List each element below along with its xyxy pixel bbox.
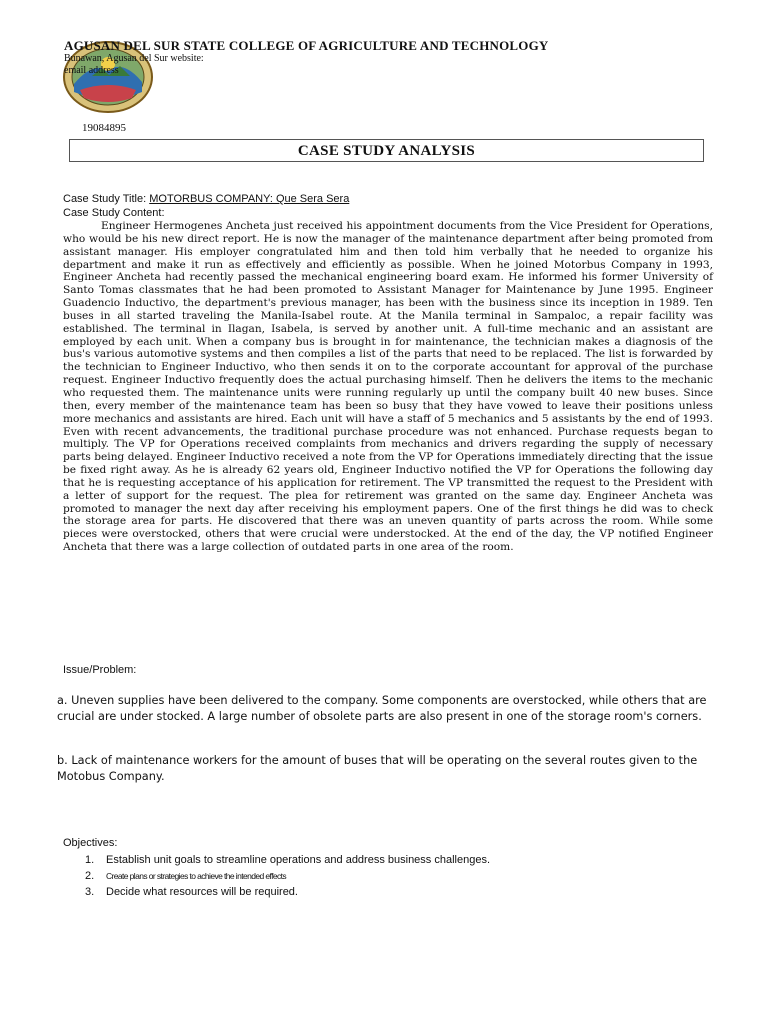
college-email: email address <box>64 65 119 76</box>
student-id-number: 19084895 <box>82 122 126 134</box>
case-study-content-label: Case Study Content: <box>63 207 165 219</box>
objective-text: Decide what resources will be required. <box>106 886 298 898</box>
objectives-label: Objectives: <box>63 837 118 849</box>
case-study-content <box>63 220 713 554</box>
issue-label: Issue/Problem: <box>63 664 137 676</box>
case-study-title-label: Case Study Title: <box>63 193 147 205</box>
case-study-paragraph: Engineer Hermogenes Ancheta just received his appointment documents from the Vice President for Operations, who would be his new direct report. He is now the manager of the maintenance department after being promoted from assistant manager. His employer congratulated him and then told him verbally that he needed to organize his department and make it run as effectively and efficiently as possible. When he joined Motorbus Company in 1993, Engineer Ancheta had recently passed the mechanical engineering board exam. He informed his former University of Santo Tomas classmates that he had been promoted to Assistant Manager for Maintenance by June 1995. Engineer Guadencio Inductivo, the department's previous manager, has been with the business since its inception in 1989. Ten buses in all started traveling the Manila-Isabel route. At the Manila terminal in Sampaloc, a repair facility was established. The terminal in Ilagan, Isabela, is served by another unit. A full-time mechanic and an assistant are employed by each unit. When a company bus is brought in for maintenance, the technician makes a diagnosis of the bus's various automotive systems and then compiles a list of the parts that need to be replaced. The list is forwarded by the technician to Engineer Inductivo, who then sends it on to the corporate accountant for approval of the purchase request. Engineer Inductivo frequently does the actual purchasing himself. Then he delivers the items to the mechanic who requested them. The maintenance units were running regularly up until the company built 40 new buses. Since then, every member of the maintenance team has been so busy that they have vowed to leave their positions unless more mechanics and assistants are hired. Each unit will have a staff of 5 mechanics and 5 assistants by the end of 1993. Even with recent advancements, the traditional purchase procedure was not enhanced. Purchase requests began to multiply. The VP for Operations received complaints from mechanics and drivers regarding the supply of necessary parts being delayed. Engineer Inductivo received a note from the VP for Operations immediately directing that the issue be fixed right away. As he is already 62 years old, Engineer Inductivo notified the VP for Operations the following day that he is requesting acceptance of his application for retirement. The VP transmitted the request to the President with a letter of support for the request. The plea for retirement was granted on the same day. Engineer Ancheta was promoted to manager the next day after receiving his employment papers. One of the first things he did was to check the storage area for parts. He discovered that there was an uneven quantity of parts across the room. While some pieces were overstocked, others that were crucial were understocked. At the end of the day, the VP notified Engineer Ancheta that there was a large collection of outdated parts in one area of the room. <box>63 220 713 554</box>
objective-number: 3. <box>85 886 95 898</box>
objective-text: Create plans or strategies to achieve the intended effects <box>106 871 287 881</box>
college-name: AGUSAN DEL SUR STATE COLLEGE OF AGRICULTURE AND TECHNOLOGY <box>64 38 549 53</box>
objective-number: 2. <box>85 870 95 882</box>
college-address: Bunawan, Agusan del Sur website: <box>64 53 204 64</box>
issue-item-b: b. Lack of maintenance workers for the amount of buses that will be operating on the several routes given to the Motobus Company. <box>57 754 698 783</box>
issue-item-a: a. Uneven supplies have been delivered to the company. Some components are overstocked, while others that are crucial are under stocked. A large number of obsolete parts are also present in one of the storage room's corners. <box>57 694 707 723</box>
page-title: CASE STUDY ANALYSIS <box>297 143 476 159</box>
case-study-title-value: MOTORBUS COMPANY: Que Sera Sera <box>149 193 350 205</box>
case-study-title-line <box>63 193 481 205</box>
title-box <box>69 139 704 162</box>
objective-text: Establish unit goals to streamline operations and address business challenges. <box>106 854 491 866</box>
objective-number: 1. <box>85 854 95 866</box>
